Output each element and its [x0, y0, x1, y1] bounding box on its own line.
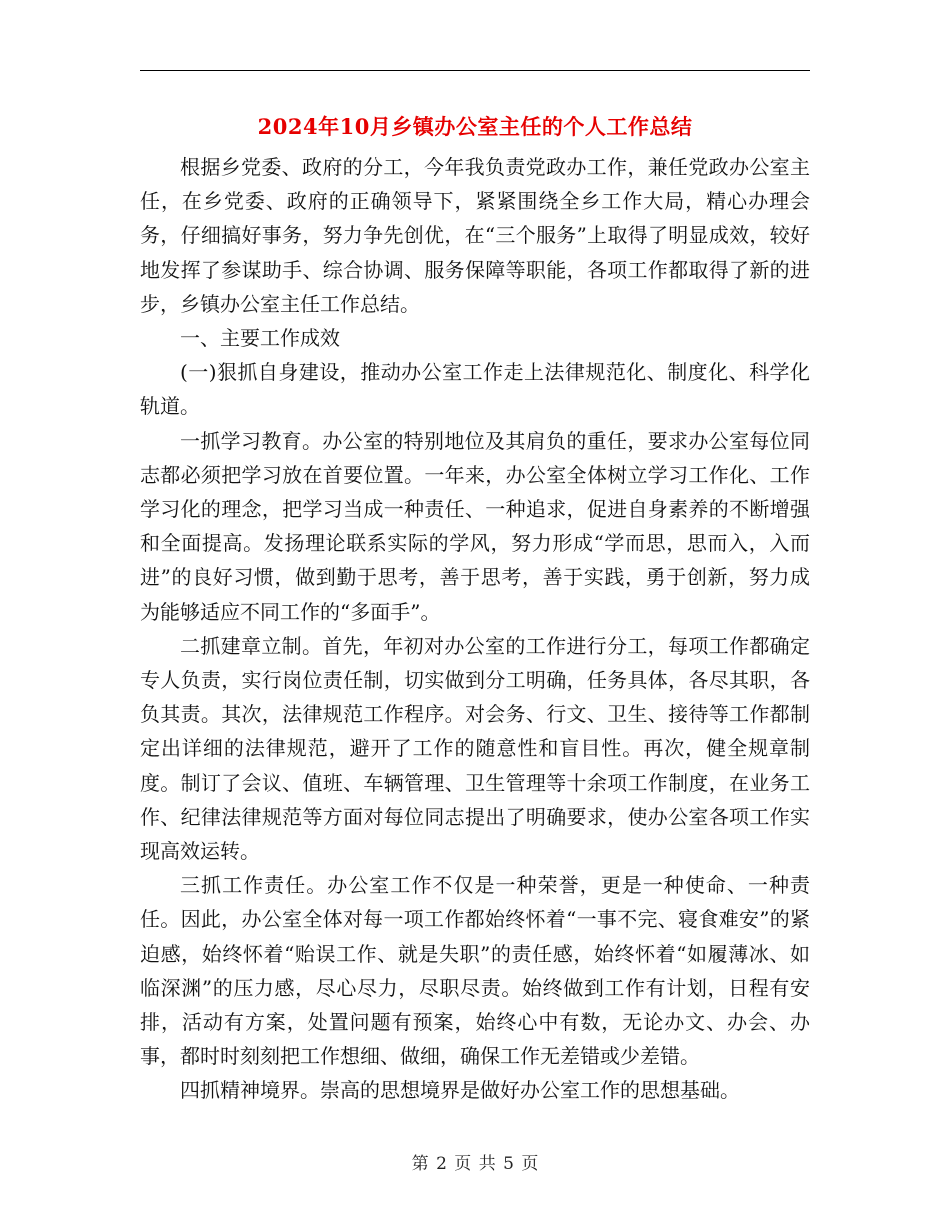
paragraph-spirit: 四抓精神境界。崇高的思想境界是做好办公室工作的思想基础。 — [180, 1078, 740, 1103]
paragraph-study: 一抓学习教育。办公室的特别地位及其肩负的重任，要求办公室每位同志都必须把学习放在首要位置。一年来，办公室全体树立学习工作化、工作学习化的理念，把学习当成一种责任、一种追求，促进自身素养的不断增强和全面提高。发扬理论联系实际的学风，努力形成“学而思，思而入，入而进”的良好习惯，做到勤于思考，善于思考，善于实践，勇于创新，努力成为能够适应不同工作的“多面手”。 — [140, 428, 810, 624]
paragraph-intro: 根据乡党委、政府的分工，今年我负责党政办工作，兼任党政办公室主任，在乡党委、政府的正确领导下，紧紧围绕全乡工作大局，精心办理会务，仔细搞好事务，努力争先创优，在“三个服务”上取得了明显成效，较好地发挥了参谋助手、综合协调、服务保障等职能，各项工作都取得了新的进步，乡镇办公室主任工作总结。 — [140, 155, 810, 316]
paragraph-responsibility: 三抓工作责任。办公室工作不仅是一种荣誉，更是一种使命、一种责任。因此，办公室全体对每一项工作都始终怀着“一事不完、寝食难安”的紧迫感，始终怀着“贻误工作、就是失职”的责任感，始终怀着“如履薄冰、如临深渊”的压力感，尽心尽力，尽职尽责。始终做到工作有计划，日程有安排，活动有方案，处置问题有预案，始终心中有数，无论办文、办会、办事，都时时刻刻把工作想细、做细，确保工作无差错或少差错。 — [140, 873, 810, 1069]
subsection-heading: (一)狠抓自身建设，推动办公室工作走上法律规范化、制度化、科学化轨道。 — [140, 360, 810, 419]
header-rule — [140, 70, 810, 71]
paragraph-rules: 二抓建章立制。首先，年初对办公室的工作进行分工，每项工作都确定专人负责，实行岗位责任制，切实做到分工明确，任务具体，各尽其职，各负其责。其次，法律规范工作程序。对会务、行文、卫生、接待等工作都制定出详细的法律规范，避开了工作的随意性和盲目性。再次，健全规章制度。制订了会议、值班、车辆管理、卫生管理等十余项工作制度，在业务工作、纪律法律规范等方面对每位同志提出了明确要求，使办公室各项工作实现高效运转。 — [140, 633, 810, 864]
document-title: 2024年10月乡镇办公室主任的个人工作总结 — [257, 114, 693, 139]
document-body — [140, 150, 810, 1108]
page-number: 第 2 页 共 5 页 — [411, 1154, 539, 1174]
section-heading: 一、主要工作成效 — [180, 326, 340, 351]
